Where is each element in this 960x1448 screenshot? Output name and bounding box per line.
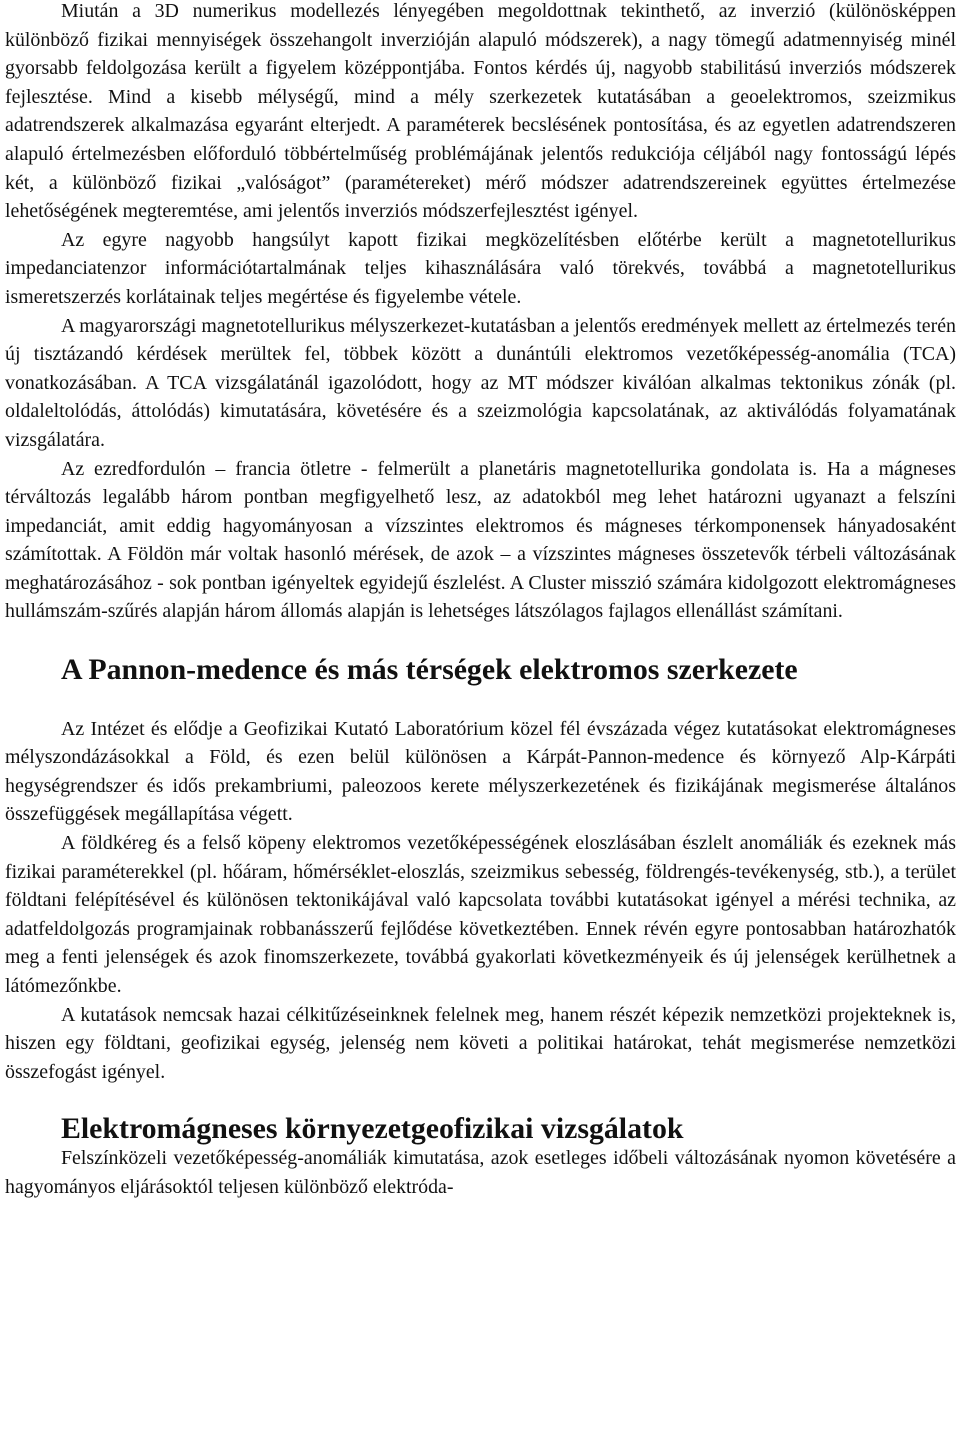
paragraph-env-1: Felszínközeli vezetőképesség-anomáliák kimutatása, azok esetleges időbeli változásának nyomon követésére a hagyományos eljárásoktól teljesen különböző elektróda- (5, 1146, 956, 1198)
paragraph-intro-1: Miután a 3D numerikus modellezés lényegében megoldottnak tekinthető, az inverzió (különösképpen különböző fizikai mennyiségek összehangolt inverzióján alapuló módszerek), a nagy tömegű adatmennyiség minél gyorsabb feldolgozása került a figyelem középpontjába. Fontos kérdés új, nagyobb stabilitású inverziós módszerek fejlesztése. Mind a kisebb mélységű, mind a mély szerkezetek kutatásában a geoelektromos, szeizmikus adatrendszerek alkalmazása egyaránt elterjedt. A paraméterek becslésének pontosítása, és az egyetlen adatrendszeren alapuló értelmezésben előforduló többértelműség problémájának jelentős redukciója céljából nagy fontosságú lépés két, a különböző fizikai „valóságot” (paramétereket) mérő módszer adatrendszereinek együttes értelmezése lehetőségének megteremtése, ami jelentős inverziós módszerfejlesztést igényel. (5, 0, 956, 223)
paragraph-intro-2: Az egyre nagyobb hangsúlyt kapott fizikai megközelítésben előtérbe került a magnetotellurikus impedanciatenzor információtartalmának teljes kihasználására való törekvés, továbbá a magnetotellurikus ismeretszerzés korlátainak teljes megértése és figyelembe vétele. (5, 228, 956, 308)
section-heading-environment: Elektromágneses környezetgeofizikai vizsgálatok (61, 1112, 684, 1146)
paragraph-intro-4: Az ezredfordulón – francia ötletre - felmerült a planetáris magnetotellurika gondolata is. Ha a mágneses térváltozás legalább három pontban megfigyelhető lesz, az adatokból meg lehet határozni ugyanazt a felszíni impedanciát, amit eddig hagyományosan a vízszintes elektromos és mágneses térkomponensek hányadosaként számítottak. A Földön már voltak hasonló mérések, de azok – a vízszintes mágneses összetevők térbeli változásának meghatározásához - sok pontban igényeltek egyidejű észlelést. A Cluster misszió számára kidolgozott elektromágneses hullámszám-szűrés alapján három állomás alapján is lehetséges látszólagos fajlagos ellenállást számítani. (5, 457, 956, 623)
section-heading-pannon: A Pannon-medence és más térségek elektromos szerkezete (61, 653, 798, 687)
paragraph-pannon-2: A földkéreg és a felső köpeny elektromos vezetőképességének eloszlásában észlelt anomáliák és ezeknek más fizikai paraméterekkel (pl. hőáram, hőmérséklet-eloszlás, szeizmikus sebesség, földrengés-tevékenység, stb.), a terület földtani felépítésével és különösen tektonikájával való kapcsolata további kutatásokat igényel a mérési technika, az adatfeldolgozás programjainak robbanásszerű fejlődése következtében. Ennek révén egyre pontosabban határozhatók meg a fenti jelenségek és azok finomszerkezete, továbbá gyakorlati következményeik és új jelenségek kerülhetnek a látómezőnkbe. (5, 832, 956, 997)
paragraph-pannon-3: A kutatások nemcsak hazai célkitűzéseinknek felelnek meg, hanem részét képezik nemzetközi projekteknek is, hiszen egy földtani, geofizikai egység, jelenség nem követi a politikai határokat, tehát megismerése nemzetközi összefogást igényel. (5, 1003, 956, 1083)
paragraph-intro-3: A magyarországi magnetotellurikus mélyszerkezet-kutatásban a jelentős eredmények mellett az értelmezés terén új tisztázandó kérdések merültek fel, többek között a dunántúli elektromos vezetőképesség-anomália (TCA) vonatkozásában. A TCA vizsgálatánál igazolódott, hogy az MT módszer kiválóan alkalmas tektonikus zónák (pl. oldaleltolódás, áttolódás) kimutatására, követésére és a szeizmológia kapcsolatának, az aktiválódás folyamatának vizsgálatára. (5, 314, 956, 451)
paragraph-pannon-1: Az Intézet és elődje a Geofizikai Kutató Laboratórium közel fél évszázada végez kutatásokat elektromágneses mélyszondázásokkal a Föld, és ezen belül különösen a Kárpát-Pannon-medence és környező Alp-Kárpáti hegységrendszer és idős prekambriumi, paleozoos kerete mélyszerkezetének és fizikájának megismerése általános összefüggések megállapítása végett. (5, 717, 956, 826)
